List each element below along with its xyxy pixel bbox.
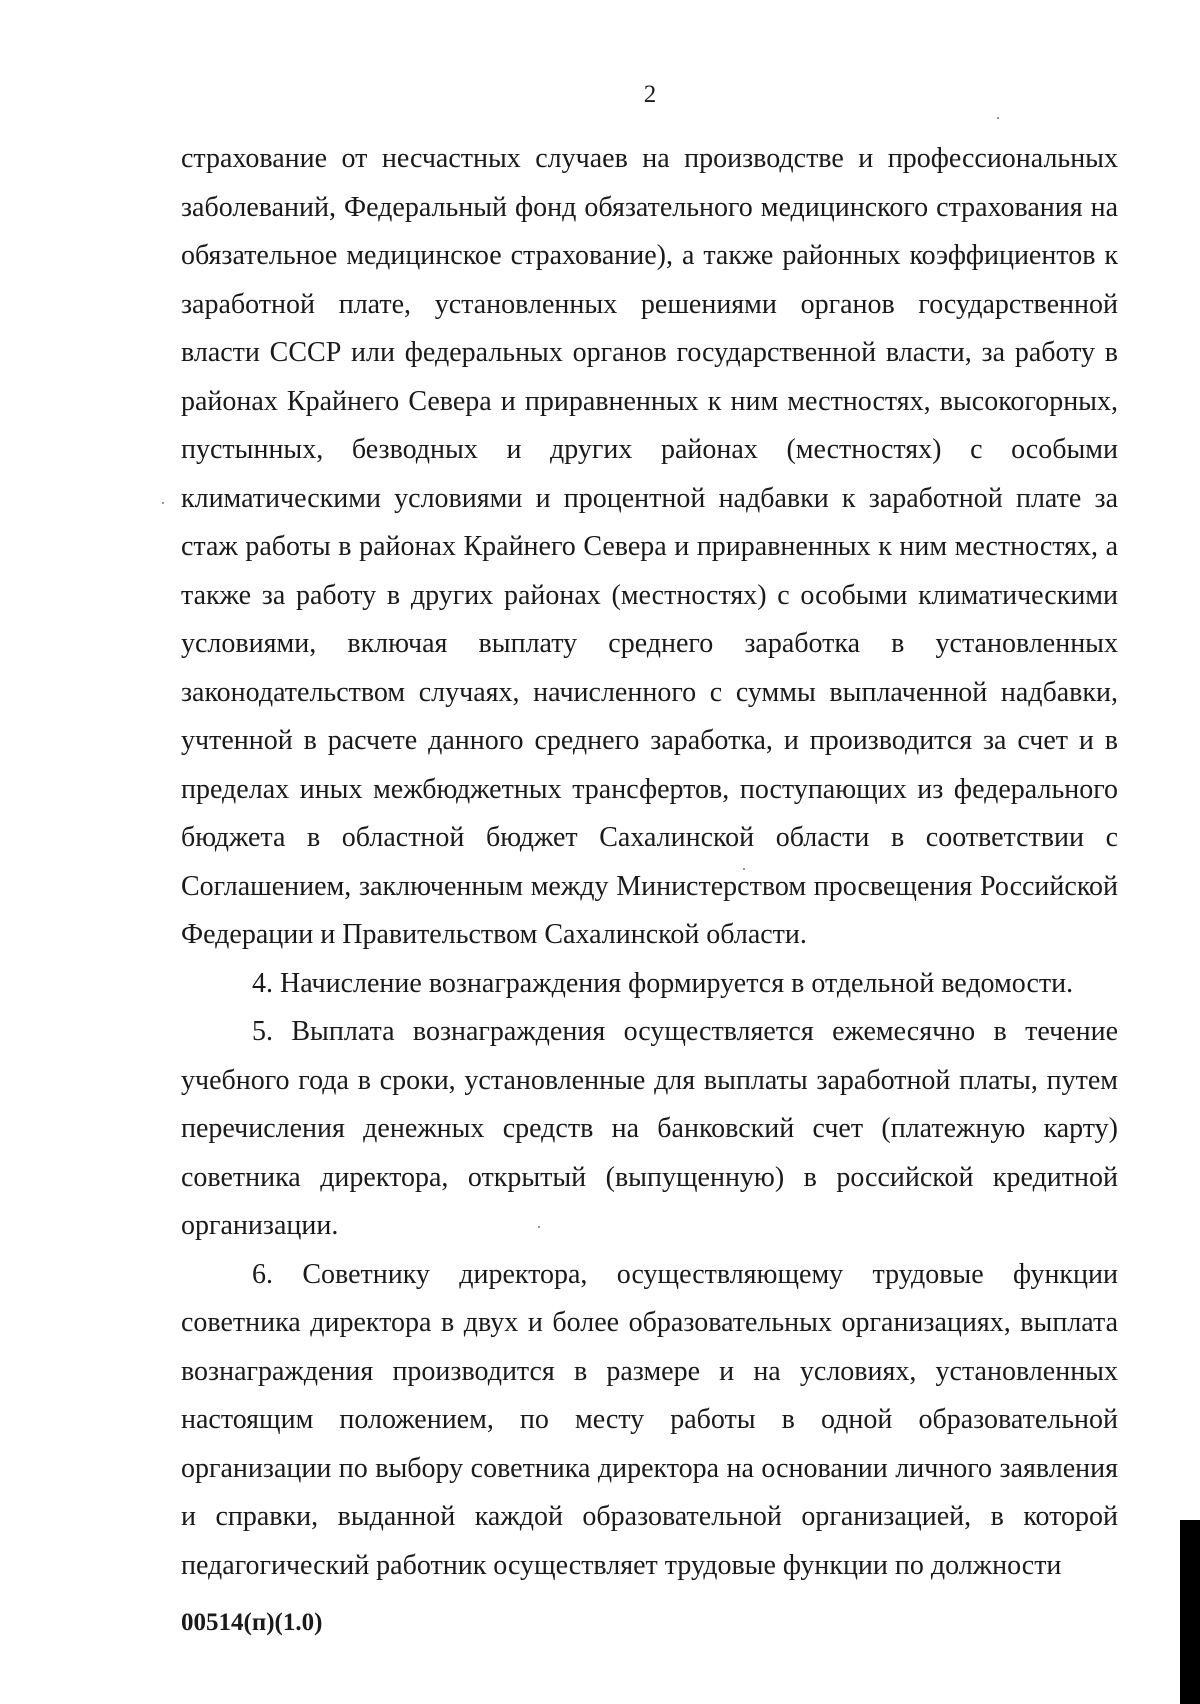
scan-edge-bar <box>1180 1520 1200 1704</box>
paragraph-continuation: страхование от несчастных случаев на производстве и профессиональных заболеваний, Федеральный фонд обязательного медицинского страхования на обязательное медицинское страхование), а также районных коэффициентов к заработной плате, установленных решениями органов государственной власти СССР или федеральных органов государственной власти, за работу в районах Крайнего Севера и приравненных к ним местностях, высокогорных, пустынных, безводных и других районах (местностях) с особыми климатическими условиями и процентной надбавки к заработной плате за стаж работы в районах Крайнего Севера и приравненных к ним местностях, а также за работу в других районах (местностях) с особыми климатическими условиями, включая выплату среднего заработка в установленных законодательством случаях, начисленного с суммы выплаченной надбавки, учтенной в расчете данного среднего заработка, и производится за счет и в пределах иных межбюджетных трансфертов, поступающих из федерального бюджета в областной бюджет Сахалинской области в соответствии с Соглашением, заключенным между Министерством просвещения Российской Федерации и Правительством Сахалинской области. <box>181 143 1118 950</box>
scan-speck <box>743 868 745 870</box>
paragraph-item-6: 6. Советнику директора, осуществляющему трудовые функции советника директора в двух и более образовательных организациях, выплата вознаграждения производится в размере и на условиях, установленных настоящим положением, по месту работы в одной образовательной организации по выбору советника директора на основании личного заявления и справки, выданной каждой образовательной организацией, в которой педагогический работник осуществляет трудовые функции по должности <box>181 1258 1118 1581</box>
document-code: 00514(п)(1.0) <box>181 1609 323 1636</box>
page-number: 2 <box>643 81 657 108</box>
scan-speck <box>538 1226 540 1228</box>
scan-speck <box>162 502 164 504</box>
paragraph-item-4: 4. Начисление вознаграждения формируется в отдельной ведомости. <box>252 967 1074 999</box>
document-body <box>181 135 1118 1590</box>
paragraph-item-5: 5. Выплата вознаграждения осуществляется ежемесячно в течение учебного года в сроки, установленные для выплаты заработной платы, путем перечисления денежных средств на банковский счет (платежную карту) советника директора, открытый (выпущенную) в российской кредитной организации. <box>181 1016 1118 1241</box>
scan-speck <box>997 117 999 119</box>
